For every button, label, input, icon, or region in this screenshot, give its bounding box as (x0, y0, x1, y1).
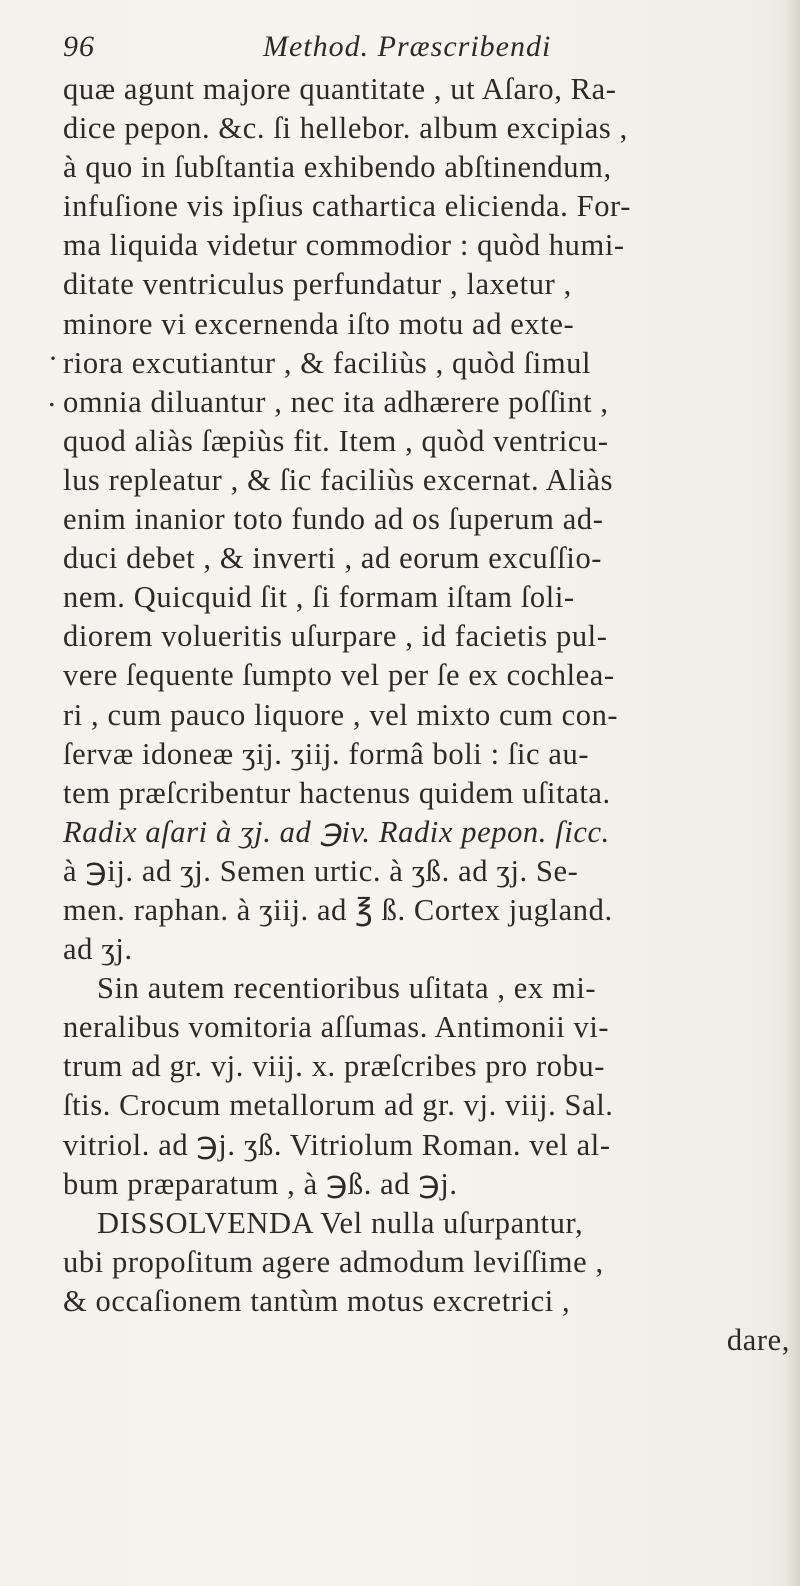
text-line: quod aliàs ſæpiùs fit. Item , quòd ventricu- (63, 423, 609, 458)
text-line: minore vi excernenda iſto motu ad exte- (63, 306, 575, 341)
text-line: trum ad gr. vj. viij. x. præſcribes pro robu- (63, 1049, 606, 1084)
text-line: ditate ventriculus perfundatur , laxetur , (63, 267, 572, 302)
formula-line: Radix aſari à ʒj. ad ℈iv. Radix pepon. ſicc. (63, 814, 610, 849)
catchword-line: dare, (726, 1323, 790, 1357)
running-head: Method. Præscribendi (263, 30, 552, 63)
text-line: omnia diluantur , nec ita adhærere poſſint , (63, 384, 609, 419)
formula-line: à ℈ij. ad ʒj. Semen urtic. à ʒß. ad ʒj. Se- (63, 853, 579, 888)
text-line: ſtis. Crocum metallorum ad gr. vj. viij. Sal. (63, 1088, 614, 1123)
text-line: enim inanior toto fundo ad os ſuperum ad- (63, 502, 604, 537)
page-header (63, 30, 763, 72)
text-line: vere ſequente ſumpto vel per ſe ex cochlea- (63, 658, 615, 693)
text-line: riora excutiantur , & faciliùs , quòd ſimul (63, 345, 592, 380)
text-line: tem præſcribentur hactenus quidem uſitata. (63, 775, 611, 810)
body-text (63, 70, 798, 1360)
text-line: neralibus vomitoria aſſumas. Antimonii vi- (63, 1010, 610, 1045)
text-line: diorem volueritis uſurpare , id facietis pul- (63, 619, 608, 654)
text-line: ma liquida videtur commodior : quòd humi- (63, 228, 625, 263)
page-number: 96 (63, 30, 95, 63)
text-line: ubi propoſitum agere admodum leviſſime , (63, 1244, 604, 1279)
text-line: ſervæ idoneæ ʒij. ʒiij. formâ boli : ſic au- (63, 736, 590, 771)
text-line: quæ agunt majore quantitate , ut Aſaro, Ra- (63, 72, 617, 106)
text-line: nem. Quicquid ſit , ſi formam iſtam ſoli- (63, 580, 575, 615)
text-line: dice pepon. &c. ſi hellebor. album excipias , (63, 111, 628, 146)
text-line: bum præparatum , à ℈ß. ad ℈j. (63, 1166, 458, 1201)
formula-line: men. raphan. à ʒiij. ad ℥ ß. Cortex jugland. (63, 892, 613, 927)
text-line: Sin autem recentioribus uſitata , ex mi- (97, 971, 597, 1006)
text-line: ri , cum pauco liquore , vel mixto cum con- (63, 697, 619, 732)
text-line: lus repleatur , & ſic faciliùs excernat. Aliàs (63, 462, 614, 497)
formula-line: ad ʒj. (63, 932, 133, 967)
margin-mark: . (48, 380, 56, 413)
text-line: & occaſionem tantùm motus excretrici , (63, 1283, 571, 1318)
text-line: infuſione vis ipſius cathartica elicienda. For- (63, 189, 631, 224)
margin-mark: · (48, 342, 58, 375)
text-line: duci debet , & inverti , ad eorum excuſſio- (63, 541, 603, 576)
text-line: vitriol. ad ℈j. ʒß. Vitriolum Roman. vel al- (63, 1127, 611, 1162)
section-heading-line: DISSOLVENDA Vel nulla uſurpantur, (97, 1205, 584, 1240)
text-line: à quo in ſubſtantia exhibendo abſtinendum, (63, 150, 612, 185)
